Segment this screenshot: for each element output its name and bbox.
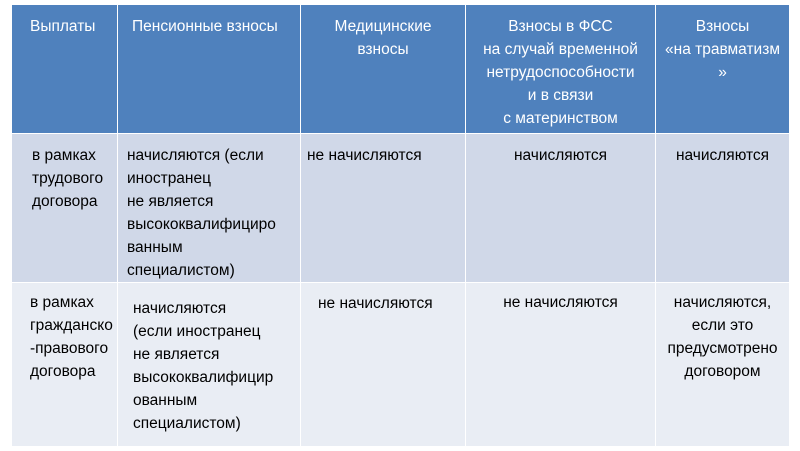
table-cell: не начисляются <box>301 134 466 282</box>
header-medical-contributions: Медицинские взносы <box>301 5 466 133</box>
table-cell: не начисляются <box>466 283 656 446</box>
table-header-row <box>12 5 789 134</box>
contributions-table <box>11 4 790 447</box>
table-cell: начисляются (если иностранец не является высококвалифициро ванным специалистом) <box>118 134 301 282</box>
header-payments: Выплаты <box>12 5 118 133</box>
table-cell: начисляются <box>466 134 656 282</box>
table-cell: начисляются, если это предусмотрено договором <box>667 294 778 380</box>
table-cell: начисляются <box>675 147 770 164</box>
table-cell: в рамках гражданско -правового договора <box>12 283 118 446</box>
table-cell: начисляются (если иностранец не является высококвалифицир ованным специалистом) <box>118 283 301 446</box>
header-injury-contributions: Взносы «на травматизм » <box>665 18 780 81</box>
table-row <box>12 283 789 446</box>
header-pension-contributions: Пенсионные взносы <box>118 5 301 133</box>
header-fss-contributions: Взносы в ФСС на случай временной нетрудоспособности и в связи с материнством <box>466 5 656 133</box>
table-row <box>12 134 789 283</box>
table-cell: в рамках трудового договора <box>12 134 118 282</box>
table-cell: не начисляются <box>301 283 466 446</box>
